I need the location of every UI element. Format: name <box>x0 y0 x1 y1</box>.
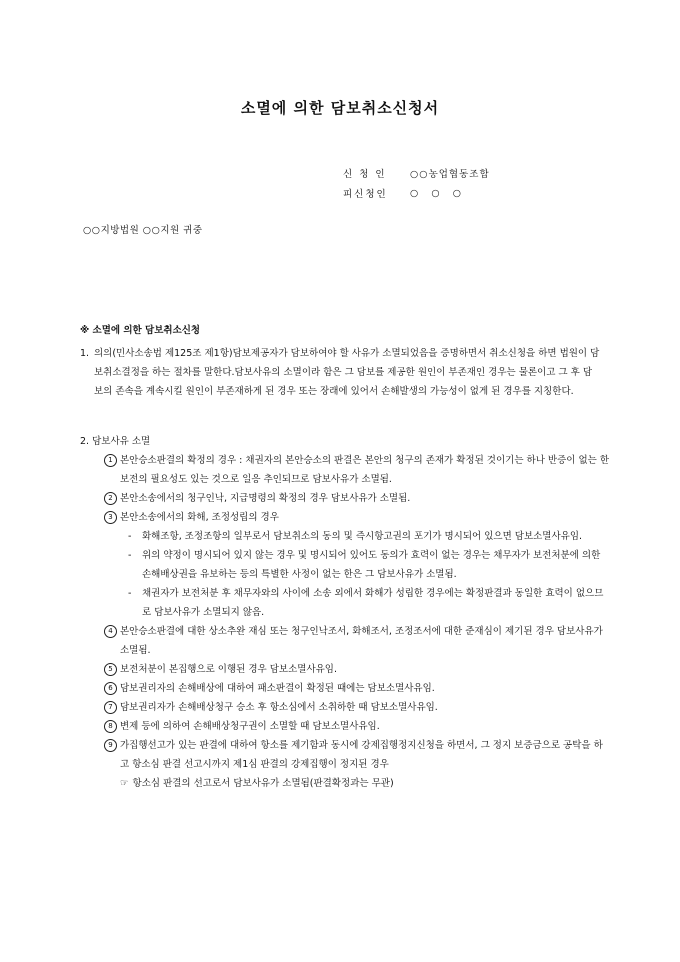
document-title: 소멸에 의한 담보취소신청서 <box>240 99 440 117</box>
dash-item <box>128 546 610 584</box>
sub-dash-list <box>128 527 610 622</box>
circled-number-8: 8 <box>104 720 117 733</box>
applicant-name: ○○농업협동조합 <box>410 169 490 180</box>
item-1 <box>80 344 600 401</box>
item-2-title: 담보사유 소멸 <box>92 436 151 447</box>
list-item-text: 본안승소판결에 대한 상소추완 재심 또는 청구인낙조서, 화해조서, 조정조서에 대한 준재심이 제기된 경우 담보사유가 소멸됨. <box>120 626 603 656</box>
section-heading: ※ 소멸에 의한 담보취소신청 <box>80 325 201 336</box>
note-line <box>104 774 610 793</box>
dash-item <box>128 584 610 622</box>
item-2-number: 2. <box>80 436 90 447</box>
list-item-text: 본안소송에서의 청구인낙, 지급명령의 확정의 경우 담보사유가 소멸됨. <box>120 493 411 504</box>
applicant-row <box>343 163 490 183</box>
respondent-name: ○ ○ ○ <box>410 187 462 199</box>
list-item <box>104 622 610 660</box>
dash-item <box>128 527 610 546</box>
circled-number-6: 6 <box>104 682 117 695</box>
list-item <box>104 736 610 774</box>
note-text: 항소심 판결의 선고로서 담보사유가 소멸됨(판결확정과는 무관) <box>132 778 394 789</box>
list-item <box>104 451 610 489</box>
list-item-text: 변제 등에 의하여 손해배상청구권이 소멸할 때 담보소멸사유임. <box>120 721 380 732</box>
list-item-text: 담보권리자가 손해배상청구 승소 후 항소심에서 소취하한 때 담보소멸사유임. <box>120 702 438 713</box>
dash-marker: - <box>128 588 132 599</box>
list-item-text: 본안소송에서의 화해, 조정성립의 경우 <box>120 512 279 523</box>
item-2-heading <box>80 432 610 451</box>
respondent-row <box>343 183 490 203</box>
list-item <box>104 660 610 679</box>
item-1-number: 1. <box>80 348 90 359</box>
circled-number-7: 7 <box>104 701 117 714</box>
list-item-text: 본안승소판결의 확정의 경우 : 채권자의 본안승소의 판결은 본안의 청구의 존재가 확정된 것이기는 하나 반증이 없는 한 보전의 필요성도 있는 것으로 일응 추인되므로 담보사유가 소멸됨. <box>120 455 609 485</box>
dash-marker: - <box>128 550 132 561</box>
list-item <box>104 489 610 508</box>
list-item-text: 담보권리자의 손해배상에 대하여 패소판결이 확정된 때에는 담보소멸사유임. <box>120 683 435 694</box>
list-item <box>104 679 610 698</box>
circled-number-4: 4 <box>104 625 117 638</box>
item-1-text: 의의(민사소송법 제125조 제1항)담보제공자가 담보하여야 할 사유가 소멸되었음을 증명하면서 취소신청을 하면 법원이 담보취소결정을 하는 절차를 말한다.담보사유의 소멸이라 함은 그 담보를 제공한 원인이 부존재인 경우는 물론이고 그 후 담보의 존속을 계속시킬 원인이 부존재하게 된 경우 또는 장래에 있어서 손해발생의 가능성이 없게 된 경우를 지칭한다. <box>94 348 600 397</box>
dash-item-text: 채권자가 보전처분 후 채무자와의 사이에 소송 외에서 화해가 성립한 경우에는 확정판결과 동일한 효력이 없으므로 담보사유가 소멸되지 않음. <box>142 588 604 618</box>
list-item <box>104 698 610 717</box>
circled-number-9: 9 <box>104 739 117 752</box>
list-item-text: 보전처분이 본집행으로 이행된 경우 담보소멸사유임. <box>120 664 337 675</box>
dash-item-text: 화해조항, 조정조항의 일부로서 담보취소의 동의 및 즉시항고권의 포기가 명시되어 있으면 담보소멸사유임. <box>142 531 583 542</box>
pointing-hand-icon: ☞ <box>120 778 129 789</box>
parties-block <box>343 163 490 203</box>
dash-item-text: 위의 약정이 명시되어 있지 않는 경우 및 명시되어 있어도 동의가 효력이 없는 경우는 채무자가 보전처분에 의한 손해배상권을 유보하는 등의 특별한 사정이 없는 한은 그 담보사유가 소멸됨. <box>142 550 601 580</box>
circled-number-2: 2 <box>104 492 117 505</box>
circled-number-5: 5 <box>104 663 117 676</box>
reason-list <box>104 451 610 793</box>
list-item-text: 가집행선고가 있는 판결에 대하여 항소를 제기함과 동시에 강제집행정지신청을 하면서, 그 정지 보증금으로 공탁을 하고 항소심 판결 선고시까지 제1심 판결의 강제집행이 정지된 경우 <box>120 740 603 770</box>
circled-number-3: 3 <box>104 511 117 524</box>
applicant-label: 신 청 인 <box>343 169 387 180</box>
court-addressee: ○○지방법원 ○○지원 귀중 <box>83 225 203 236</box>
list-item <box>104 508 610 622</box>
list-item <box>104 717 610 736</box>
respondent-label: 피신청인 <box>343 189 388 200</box>
dash-marker: - <box>128 531 132 542</box>
circled-number-1: 1 <box>104 454 117 467</box>
item-2 <box>80 432 610 793</box>
